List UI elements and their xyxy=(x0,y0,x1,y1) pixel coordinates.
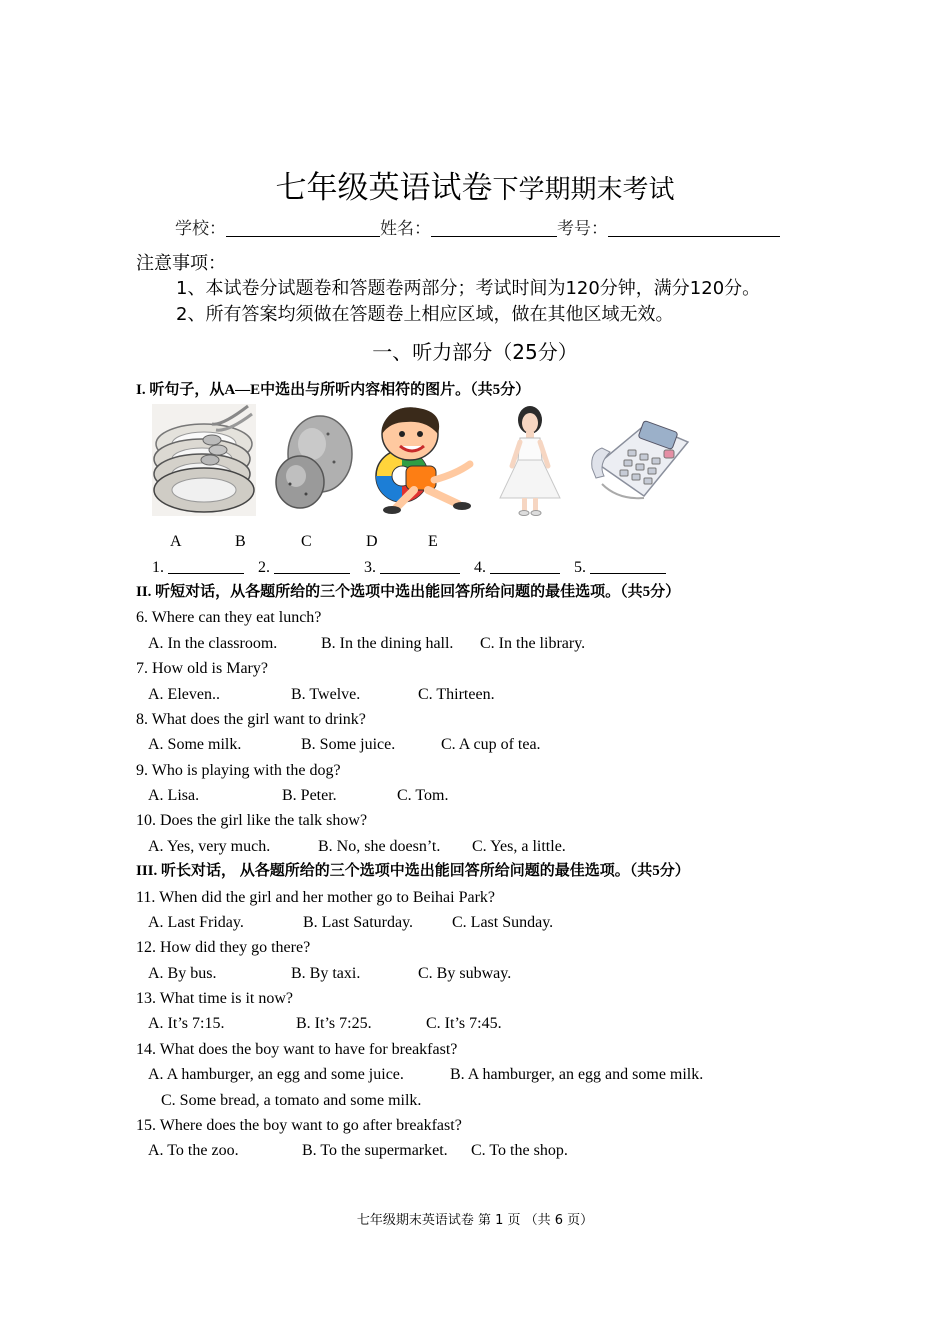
answer-blank-5[interactable] xyxy=(590,557,666,574)
section-2-heading: II. 听短对话，从各题所给的三个选项中选出能回答所给问题的最佳选项。（共5分） xyxy=(136,584,681,600)
option-c[interactable]: C. A cup of tea. xyxy=(441,736,541,753)
option-a[interactable]: A. Some milk. xyxy=(148,736,242,753)
blank-number: 1. xyxy=(152,559,164,576)
notice-item-1: 1、本试卷分试题卷和答题卷两部分；考试时间为120分钟，满分120分。 xyxy=(176,278,761,299)
option-letter-c: C xyxy=(301,533,312,550)
student-info-line xyxy=(175,216,780,242)
question-text: 15. Where does the boy want to go after breakfast? xyxy=(136,1117,462,1134)
option-b[interactable]: B. In the dining hall. xyxy=(321,635,454,652)
option-a[interactable]: A. It’s 7:15. xyxy=(148,1015,225,1032)
option-letter-e: E xyxy=(428,533,438,550)
option-c[interactable]: C. Yes, a little. xyxy=(472,838,566,855)
question-text: 6. Where can they eat lunch? xyxy=(136,609,322,626)
question-text: 14. What does the boy want to have for breakfast? xyxy=(136,1041,458,1058)
option-c[interactable]: C. To the shop. xyxy=(471,1142,568,1159)
option-b[interactable]: B. Twelve. xyxy=(291,686,361,703)
number-label: 考号： xyxy=(557,219,608,239)
option-c[interactable]: C. By subway. xyxy=(418,965,512,982)
answer-blank-3[interactable] xyxy=(380,557,460,574)
question-text: 8. What does the girl want to drink? xyxy=(136,711,366,728)
option-b[interactable]: B. Some juice. xyxy=(301,736,396,753)
boy-swim-ring-image xyxy=(366,404,476,516)
page-footer: 七年级期末英语试卷 第 1 页 （共 6 页） xyxy=(356,1213,594,1228)
notice-heading: 注意事项： xyxy=(136,253,226,274)
plates-image xyxy=(152,404,256,516)
option-b[interactable]: B. Last Saturday. xyxy=(303,914,414,931)
answer-blanks-row xyxy=(152,557,676,579)
blank-number: 3. xyxy=(364,559,376,576)
question-text: 9. Who is playing with the dog? xyxy=(136,762,341,779)
option-b[interactable]: B. Peter. xyxy=(282,787,337,804)
answer-blank-4[interactable] xyxy=(490,557,560,574)
option-a[interactable]: A. Eleven.. xyxy=(148,686,220,703)
question-text: 13. What time is it now? xyxy=(136,990,294,1007)
option-b[interactable]: B. It’s 7:25. xyxy=(296,1015,372,1032)
answer-blank-2[interactable] xyxy=(274,557,350,574)
option-a[interactable]: A. Lisa. xyxy=(148,787,200,804)
option-a[interactable]: A. To the zoo. xyxy=(148,1142,239,1159)
option-letter-d: D xyxy=(366,533,378,550)
option-a[interactable]: A. In the classroom. xyxy=(148,635,278,652)
option-a[interactable]: A. Last Friday. xyxy=(148,914,244,931)
answer-blank-1[interactable] xyxy=(168,557,244,574)
option-b[interactable]: B. To the supermarket. xyxy=(302,1142,448,1159)
part-heading: 一、听力部分（25分） xyxy=(372,340,578,364)
title-main: 七年级英语试卷 xyxy=(275,170,493,206)
question-text: 11. When did the girl and her mother go to Beihai Park? xyxy=(136,889,496,906)
option-a[interactable]: A. By bus. xyxy=(148,965,217,982)
name-label: 姓名： xyxy=(380,219,431,239)
section-3-heading: III. 听长对话， 从各题所给的三个选项中选出能回答所给问题的最佳选项。（共5分） xyxy=(136,863,690,879)
option-c[interactable]: C. Tom. xyxy=(397,787,449,804)
option-b[interactable]: B. No, she doesn’t. xyxy=(318,838,441,855)
question-text: 10. Does the girl like the talk show? xyxy=(136,812,368,829)
option-c[interactable]: C. Thirteen. xyxy=(418,686,495,703)
option-a[interactable]: A. Yes, very much. xyxy=(148,838,271,855)
option-b[interactable]: B. By taxi. xyxy=(291,965,361,982)
blank-number: 2. xyxy=(258,559,270,576)
girl-dress-image xyxy=(494,404,566,516)
name-field[interactable] xyxy=(431,218,557,237)
option-letter-a: A xyxy=(170,533,182,550)
question-text: 12. How did they go there? xyxy=(136,939,311,956)
option-b[interactable]: B. A hamburger, an egg and some milk. xyxy=(450,1066,704,1083)
blank-number: 5. xyxy=(574,559,586,576)
option-c[interactable]: C. In the library. xyxy=(480,635,586,652)
option-a[interactable]: A. A hamburger, an egg and some juice. xyxy=(148,1066,404,1083)
option-c[interactable]: C. It’s 7:45. xyxy=(426,1015,502,1032)
potatoes-image xyxy=(272,404,356,516)
option-letter-b: B xyxy=(235,533,246,550)
telephone-image xyxy=(588,404,692,516)
page-title xyxy=(0,166,950,212)
option-c[interactable]: C. Last Sunday. xyxy=(452,914,554,931)
exam-number-field[interactable] xyxy=(608,218,780,237)
option-c[interactable]: C. Some bread, a tomato and some milk. xyxy=(161,1092,422,1109)
title-sub: 下学期期末考试 xyxy=(492,175,675,205)
notice-item-2: 2、所有答案均须做在答题卷上相应区域，做在其他区域无效。 xyxy=(176,304,674,325)
section-1-heading: I. 听句子，从A—E中选出与所听内容相符的图片。（共5分） xyxy=(136,382,531,398)
question-text: 7. How old is Mary? xyxy=(136,660,268,677)
blank-number: 4. xyxy=(474,559,486,576)
school-label: 学校： xyxy=(175,219,226,239)
school-field[interactable] xyxy=(226,218,380,237)
